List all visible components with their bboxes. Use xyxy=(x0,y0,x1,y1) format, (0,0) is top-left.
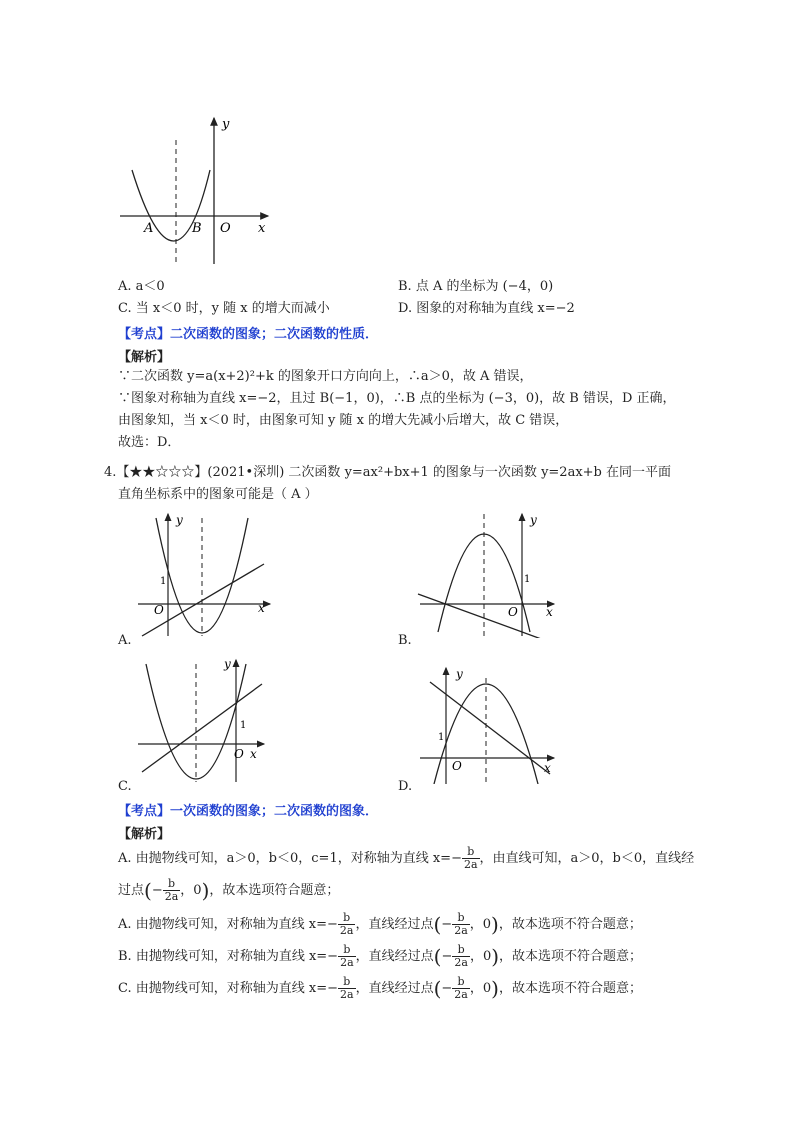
origin-label: O xyxy=(220,221,231,236)
q4-analysis-line-2: 过点(− $\frac{b}{2a}$ ，0)，故本选项符合题意； xyxy=(118,877,340,903)
graph-c-caption: C. xyxy=(118,779,132,794)
q4-analysis-line-1: A. 由抛物线可知，a＞0，b＜0，c=1，对称轴为直线 x=− $\frac{b}{2a}$ ，由直线可知，a＞0，b＜0，直线经 xyxy=(118,845,695,871)
x-axis-label: x xyxy=(250,747,257,761)
y-axis-label: y xyxy=(530,513,537,527)
origin-label: O xyxy=(154,603,164,617)
q4-header: 4.【★★☆☆☆】(2021•深圳) 二次函数 y=ax²+bx+1 的图象与一次函数 y=2ax+b 在同一平面 xyxy=(104,465,672,480)
x-axis-label: x xyxy=(544,761,551,775)
x-axis-label: x xyxy=(258,601,265,615)
q4-analysis-row-c: C. 由抛物线可知，对称轴为直线 x=− $\frac{b}{2a}$ ，直线经过点(− $\frac{b}{2a}$ ，0)，故本选项不符合题意； xyxy=(118,975,642,1001)
q3-option-a: A. a＜0 xyxy=(118,279,165,294)
graph-d xyxy=(412,654,562,784)
origin-label: O xyxy=(452,759,462,773)
q3-solution-line: 由图象知，当 x＜0 时，由图象可知 y 随 x 的增大先减小后增大，故 C 错误， xyxy=(118,413,569,428)
origin-label: O xyxy=(508,605,518,619)
q3-solution-line: 故选：D． xyxy=(118,435,181,450)
parabola-figure-q3 xyxy=(110,112,280,272)
intercept-label: 1 xyxy=(438,732,445,743)
q4-analysis-row-b: B. 由抛物线可知，对称轴为直线 x=− $\frac{b}{2a}$ ，直线经过点(− $\frac{b}{2a}$ ，0)，故本选项不符合题意； xyxy=(118,943,643,969)
y-axis-label: y xyxy=(176,513,183,527)
point-a-label: A xyxy=(144,221,154,236)
graph-d-caption: D. xyxy=(398,779,413,794)
intercept-label: 1 xyxy=(240,720,247,731)
q4-jiexi-heading: 【解析】 xyxy=(118,827,171,842)
y-axis-label: y xyxy=(224,657,231,671)
q3-option-b: B. 点 A 的坐标为 (−4，0) xyxy=(398,279,554,294)
y-axis-label: y xyxy=(456,667,463,681)
q3-option-c: C. 当 x＜0 时，y 随 x 的增大而减小 xyxy=(118,301,330,316)
q4-kaodian: 【考点】一次函数的图象；二次函数的图象． xyxy=(118,804,379,819)
point-b-label: B xyxy=(192,221,202,236)
origin-label: O xyxy=(234,747,244,761)
graph-a xyxy=(130,508,280,638)
q3-solution-line: ∵图象对称轴为直线 x=−2，且过 B(−1，0)，∴B 点的坐标为 (−3，0)，故 B 错误，D 正确， xyxy=(118,391,676,406)
x-axis-label: x xyxy=(546,605,553,619)
q3-kaodian: 【考点】二次函数的图象；二次函数的性质． xyxy=(118,327,379,342)
q3-solution-line: ∵二次函数 y=a(x+2)²+k 的图象开口方向向上，∴a＞0，故 A 错误， xyxy=(118,369,533,384)
fraction-b-over-2a: $\frac{b}{2a}$ xyxy=(463,845,478,871)
x-axis-label: x xyxy=(258,221,266,236)
q4-analysis-row-a: A. 由抛物线可知，对称轴为直线 x=− $\frac{b}{2a}$ ，直线经过点(− $\frac{b}{2a}$ ，0)，故本选项不符合题意； xyxy=(118,911,642,937)
graph-a-caption: A. xyxy=(118,633,132,648)
intercept-label: 1 xyxy=(524,574,531,585)
q4-header-line2: 直角坐标系中的图象可能是（ A ） xyxy=(118,487,318,502)
q3-jiexi-heading: 【解析】 xyxy=(118,350,171,365)
graph-c xyxy=(130,654,280,784)
intercept-label: 1 xyxy=(160,576,167,587)
q3-option-d: D. 图象的对称轴为直线 x=−2 xyxy=(398,301,575,316)
graph-b-caption: B. xyxy=(398,633,412,648)
graph-b xyxy=(412,508,562,638)
y-axis-label: y xyxy=(222,117,230,132)
